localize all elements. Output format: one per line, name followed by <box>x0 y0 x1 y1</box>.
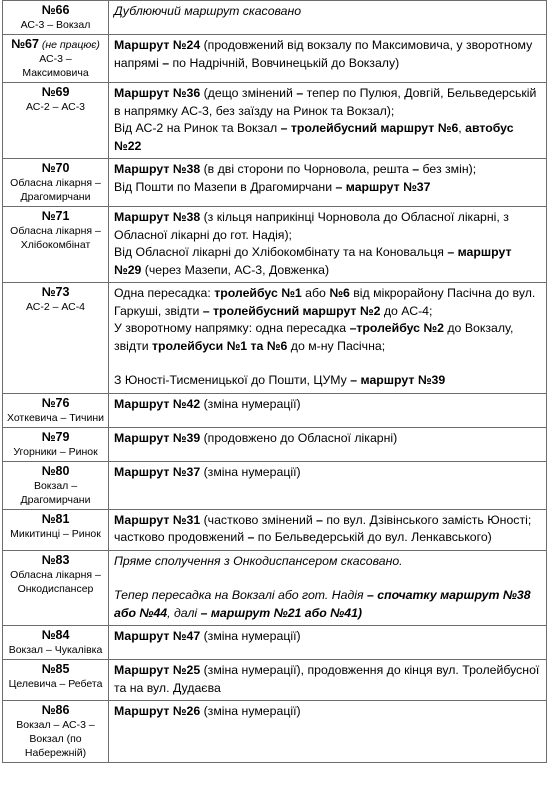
route-endpoints: Угорники – Ринок <box>13 445 98 458</box>
change-description-cell <box>109 701 547 763</box>
bold-text-segment: – маршрут №29 <box>114 245 512 277</box>
bold-text-segment: –тролейбус №2 <box>349 321 444 335</box>
change-description-cell <box>109 461 547 509</box>
description-paragraph <box>114 285 542 320</box>
text-segment: Дублюючий маршрут скасовано <box>114 4 302 18</box>
bold-text-segment: Маршрут №39 <box>114 430 201 445</box>
table-row <box>3 626 547 660</box>
route-endpoints: АС-2 – АС-3 <box>25 101 86 113</box>
change-description-cell <box>109 35 547 83</box>
description-paragraph <box>114 3 542 21</box>
bold-text-segment: Маршрут №37 <box>114 464 201 479</box>
bold-text-segment: – маршрут №39 <box>350 373 446 387</box>
route-cell <box>3 509 109 550</box>
table-row <box>3 159 547 207</box>
table-row <box>3 660 547 701</box>
bold-text-segment: – <box>162 55 170 70</box>
text-segment: (зміна нумерації) <box>200 464 301 479</box>
route-number: №83 <box>41 552 70 567</box>
table-body <box>3 1 547 763</box>
table-row <box>3 509 547 550</box>
description-paragraph <box>114 662 542 697</box>
route-cell <box>3 626 109 660</box>
bold-text-segment: тролейбус №1 <box>214 286 302 300</box>
change-description-cell <box>109 550 547 626</box>
text-segment: по Надрічній, Вовчинецькій до Вокзалу) <box>169 55 400 70</box>
change-description-cell <box>109 159 547 207</box>
change-description-cell <box>109 283 547 394</box>
bold-text-segment: №6 <box>329 286 350 300</box>
change-description-cell <box>109 509 547 550</box>
change-description-cell <box>109 660 547 701</box>
description-paragraph <box>114 85 542 120</box>
text-segment: (через Мазепи, АС-3, Довженка) <box>141 262 330 277</box>
route-number: №73 <box>41 285 70 299</box>
text-segment: без змін); <box>419 162 477 176</box>
bold-text-segment: автобус №22 <box>114 121 514 153</box>
text-segment: Від Пошти по Мазепи в Драгомирчани <box>114 179 336 194</box>
text-segment: , далі <box>167 605 201 620</box>
route-cell <box>3 1 109 35</box>
route-endpoints: Целевича – Ребета <box>8 678 103 690</box>
route-number: №71 <box>41 209 70 223</box>
table-row <box>3 461 547 509</box>
text-segment: Від АС-2 на Ринок та Вокзал <box>114 121 281 135</box>
table-row <box>3 701 547 763</box>
route-cell <box>3 35 109 83</box>
route-cell <box>3 461 109 509</box>
bold-text-segment: – маршрут №37 <box>335 179 431 194</box>
description-paragraph <box>114 244 542 279</box>
description-paragraph <box>114 120 542 155</box>
description-paragraph <box>114 512 542 547</box>
bold-text-segment: – тролейбусний маршрут №2 <box>202 303 381 318</box>
change-description-cell <box>109 83 547 159</box>
change-description-cell <box>109 1 547 35</box>
route-cell <box>3 159 109 207</box>
route-number: №81 <box>41 511 70 526</box>
bold-text-segment: – <box>316 512 323 527</box>
text-segment: від мікрорайону Пасічна до вул. Гаркуші, звідти <box>114 286 536 318</box>
bold-text-segment: – маршрут №21 або №41) <box>200 605 363 620</box>
description-paragraph <box>114 179 542 197</box>
change-description-cell <box>109 393 547 427</box>
bold-text-segment: – спочатку маршрут №38 або №44 <box>114 588 531 620</box>
description-paragraph <box>114 320 542 355</box>
description-paragraph <box>114 464 542 482</box>
text-segment: З Юності-Тисменицької до Пошти, ЦУМу <box>114 373 351 387</box>
text-segment: по вул. Дзівінського замість Юності; частково продовжений <box>114 512 532 544</box>
bold-text-segment: Маршрут №36 <box>114 86 201 100</box>
text-segment: по Бельведерській до вул. Ленкавського) <box>254 530 492 544</box>
paragraph-gap <box>114 355 542 372</box>
text-segment: до м-ну Пасічна; <box>287 338 386 353</box>
bold-text-segment: – тролейбусний маршрут №6 <box>280 121 459 135</box>
route-endpoints: Обласна лікарня – Онкодиспансер <box>10 568 101 595</box>
route-number: №70 <box>41 161 70 175</box>
table-row <box>3 283 547 394</box>
route-number: №66 <box>41 3 70 17</box>
text-segment: (дещо змінений <box>200 86 297 100</box>
table-row <box>3 393 547 427</box>
text-segment: Від Обласної лікарні до Хлібокомбінату та на Коновальця <box>114 245 448 259</box>
route-number: №69 <box>41 85 70 99</box>
bold-text-segment: – <box>412 162 420 176</box>
description-paragraph <box>114 161 542 179</box>
route-endpoints: АС-3 – Максимовича <box>22 53 89 79</box>
text-segment: (в дві сторони по Чорновола, решта <box>200 162 413 176</box>
bold-text-segment: Маршрут №38 <box>114 210 201 224</box>
route-number: №85 <box>41 662 70 676</box>
bold-text-segment: Маршрут №42 <box>114 396 201 411</box>
text-segment: або <box>301 286 330 300</box>
route-endpoints: Хоткевича – Тичини <box>6 411 105 424</box>
route-cell <box>3 283 109 394</box>
table-row <box>3 550 547 626</box>
description-paragraph <box>114 209 542 244</box>
change-description-cell <box>109 427 547 461</box>
description-paragraph <box>114 553 542 571</box>
bold-text-segment: Маршрут №26 <box>114 704 201 718</box>
description-paragraph <box>114 396 542 414</box>
description-paragraph <box>114 37 542 72</box>
route-status-note: (не працює) <box>41 39 100 51</box>
route-number: №86 <box>41 703 70 717</box>
route-endpoints: Вокзал – Чукалівка <box>8 644 103 656</box>
text-segment: Тепер пересадка на Вокзалі або гот. Надія <box>114 588 367 602</box>
bold-text-segment: – <box>247 530 255 544</box>
bold-text-segment: тролейбуси №1 та №6 <box>152 338 288 353</box>
text-segment: (продовжений від вокзалу по Максимовича, у зворотному напрямі <box>114 38 533 70</box>
route-number: №76 <box>41 395 70 410</box>
bold-text-segment: Маршрут №31 <box>114 512 201 527</box>
text-segment: (продовжено до Обласної лікарні) <box>200 430 398 445</box>
text-segment: (зміна нумерації), продовження до кінця вул. Тролейбусної та на вул. Дудаєва <box>114 663 540 695</box>
change-description-cell <box>109 207 547 283</box>
table-row <box>3 1 547 35</box>
description-paragraph <box>114 430 542 448</box>
route-cell <box>3 427 109 461</box>
route-cell <box>3 550 109 626</box>
text-segment: (з кільця наприкінці Чорновола до Обласної лікарні, з Обласної лікарні до гот. Надія); <box>114 210 509 242</box>
description-paragraph <box>114 372 542 390</box>
text-segment: , <box>458 121 466 135</box>
route-cell <box>3 207 109 283</box>
text-segment: тепер по Пулюя, Довгій, Бельведерській в напрямку АС-3, без заїзду на Ринок та Вокзал); <box>114 86 537 118</box>
description-paragraph <box>114 628 542 646</box>
route-cell <box>3 660 109 701</box>
route-number: №67 <box>11 37 39 51</box>
text-segment: (частково змінений <box>200 512 317 527</box>
route-endpoints: Обласна лікарня – Драгомирчани <box>10 177 101 203</box>
bold-text-segment: Маршрут №25 <box>114 663 201 677</box>
table-row <box>3 83 547 159</box>
bold-text-segment: Маршрут №47 <box>114 629 201 643</box>
route-cell <box>3 393 109 427</box>
description-paragraph <box>114 587 542 622</box>
route-endpoints: АС-3 – Вокзал <box>20 19 91 31</box>
change-description-cell <box>109 626 547 660</box>
table-row <box>3 35 547 83</box>
text-segment: У зворотному напрямку: одна пересадка <box>114 321 350 335</box>
text-segment: до АС-4; <box>380 303 433 318</box>
bold-text-segment: Маршрут №38 <box>114 162 201 176</box>
table-row <box>3 427 547 461</box>
route-changes-table <box>2 0 547 763</box>
route-number: №80 <box>41 463 70 478</box>
route-endpoints: Вокзал – АС-3 – Вокзал (по Набережній) <box>16 719 95 759</box>
paragraph-gap <box>114 570 542 587</box>
description-paragraph <box>114 703 542 721</box>
text-segment: Одна пересадка: <box>114 286 215 300</box>
bold-text-segment: – <box>296 86 304 100</box>
text-segment: Пряме сполучення з Онкодиспансером скасовано. <box>114 553 403 568</box>
route-number: №84 <box>41 628 70 642</box>
route-endpoints: АС-2 – АС-4 <box>25 301 86 313</box>
route-endpoints: Обласна лікарня – Хлібокомбінат <box>10 225 101 251</box>
text-segment: (зміна нумерації) <box>200 396 301 411</box>
bold-text-segment: Маршрут №24 <box>114 38 201 52</box>
route-endpoints: Вокзал – Драгомирчани <box>20 479 91 506</box>
text-segment: (зміна нумерації) <box>200 629 301 643</box>
route-number: №79 <box>41 429 70 444</box>
text-segment: (зміна нумерації) <box>200 704 301 718</box>
route-endpoints: Микитинці – Ринок <box>10 527 101 540</box>
route-cell <box>3 701 109 763</box>
text-segment: до Вокзалу, звідти <box>114 321 514 353</box>
route-cell <box>3 83 109 159</box>
table-row <box>3 207 547 283</box>
